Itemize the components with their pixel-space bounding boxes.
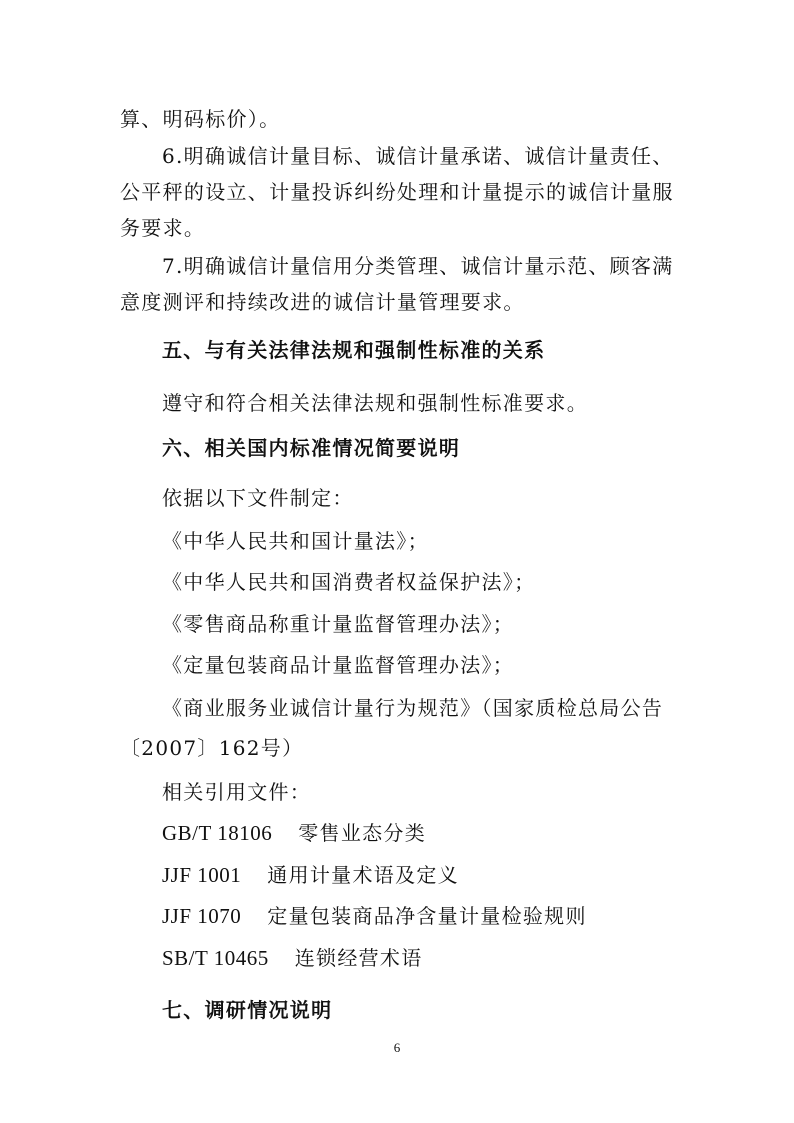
ref-code: JJF 1070	[162, 904, 242, 928]
ref-title: 零售业态分类	[298, 821, 427, 845]
basis-doc-5-line1: 《商业服务业诚信计量行为规范》（国家质检总局公告	[162, 696, 664, 720]
section5-body: 遵守和符合相关法律法规和强制性标准要求。	[162, 391, 588, 415]
item7-line1: 7.明确诚信计量信用分类管理、诚信计量示范、顾客满	[162, 254, 674, 278]
item7-line2: 意度测评和持续改进的诚信计量管理要求。	[120, 290, 525, 314]
basis-doc-3: 《零售商品称重计量监督管理办法》；	[162, 612, 515, 636]
ref-row	[162, 946, 423, 970]
section6-heading: 六、相关国内标准情况简要说明	[162, 436, 461, 460]
ref-title: 定量包装商品净含量计量检验规则	[267, 904, 587, 928]
basis-doc-2: 《中华人民共和国消费者权益保护法》；	[162, 570, 536, 594]
ref-row	[162, 821, 426, 845]
page-number: 6	[393, 1040, 401, 1055]
section7-heading: 七、调研情况说明	[162, 998, 333, 1022]
basis-doc-1: 《中华人民共和国计量法》；	[162, 529, 429, 553]
ref-title: 通用计量术语及定义	[267, 863, 459, 887]
ref-code: JJF 1001	[162, 863, 242, 887]
section5-heading: 五、与有关法律法规和强制性标准的关系	[162, 338, 546, 362]
ref-row	[162, 863, 459, 887]
ref-code: GB/T 18106	[162, 821, 273, 845]
item6-line3: 务要求。	[120, 216, 206, 240]
item6-line1: 6.明确诚信计量目标、诚信计量承诺、诚信计量责任、	[162, 144, 674, 168]
basis-intro: 依据以下文件制定：	[162, 486, 354, 510]
ref-row	[162, 904, 587, 928]
ref-title: 连锁经营术语	[294, 946, 423, 970]
refs-intro: 相关引用文件：	[162, 780, 312, 804]
ref-code: SB/T 10465	[162, 946, 269, 970]
item5-continuation: 算、明码标价）。	[120, 107, 281, 131]
basis-doc-4: 《定量包装商品计量监督管理办法》；	[162, 653, 515, 677]
item6-line2: 公平秤的设立、计量投诉纠纷处理和计量提示的诚信计量服	[120, 180, 674, 204]
basis-doc-5-line2: 〔2007〕162号）	[120, 736, 304, 760]
